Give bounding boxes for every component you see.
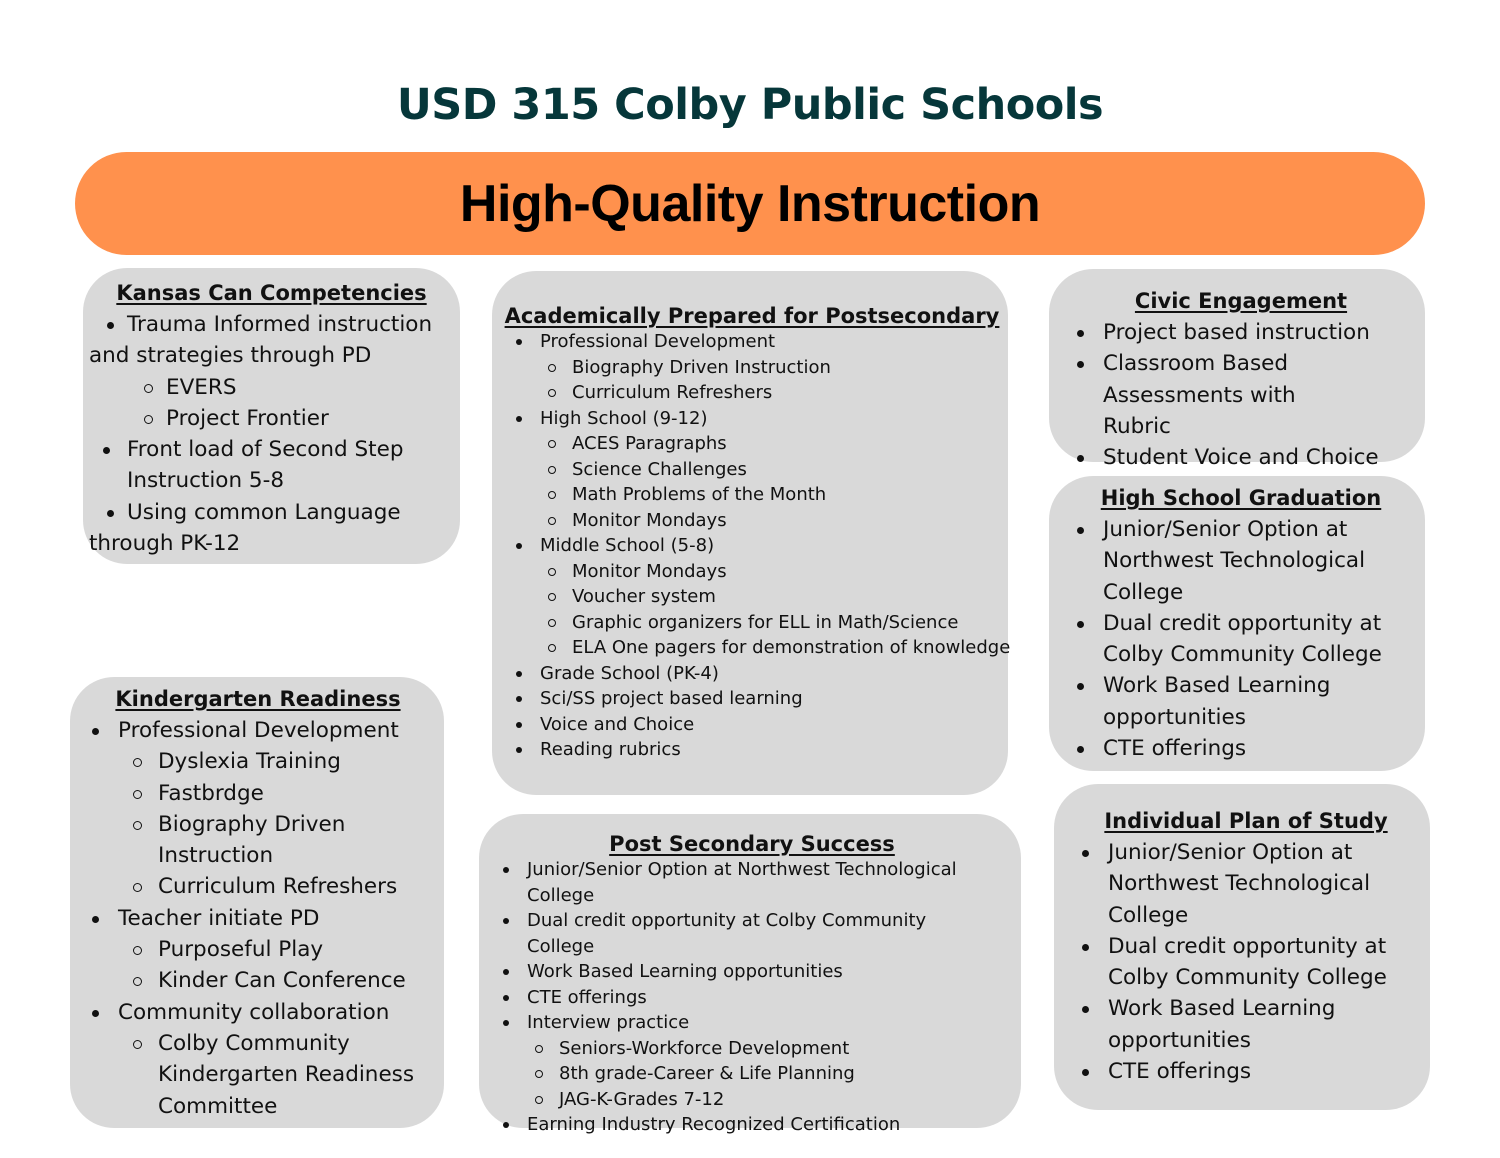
list-item: Seniors-Workforce Development bbox=[489, 1036, 1015, 1062]
list-item: Monitor Mondays bbox=[502, 508, 1002, 534]
card-title: Kindergarten Readiness bbox=[115, 687, 401, 711]
list-item: JAG-K-Grades 7-12 bbox=[489, 1087, 1015, 1113]
card-kansas-can-competencies bbox=[83, 268, 460, 564]
card-title: Academically Prepared for Postsecondary bbox=[504, 304, 1000, 328]
list-item: Dual credit opportunity at Colby Community College bbox=[489, 908, 1015, 959]
list-item: Teacher initiate PD bbox=[78, 903, 438, 934]
list-item: Junior/Senior Option at Northwest Technological College bbox=[1068, 837, 1424, 931]
list-item: Grade School (PK-4) bbox=[502, 661, 1002, 687]
list-item: Project Frontier bbox=[89, 403, 450, 434]
list-item: Work Based Learning opportunities bbox=[489, 959, 1015, 985]
list-item: 8th grade-Career & Life Planning bbox=[489, 1061, 1015, 1087]
list-item: Kinder Can Conference bbox=[78, 965, 438, 996]
bullet-list bbox=[78, 715, 438, 1122]
list-item: Colby Community Kindergarten Readiness Committee bbox=[78, 1028, 438, 1122]
list-item: EVERS bbox=[89, 372, 450, 403]
list-item: Interview practice bbox=[489, 1010, 1015, 1036]
bullet-list bbox=[489, 857, 1015, 1138]
list-item: Junior/Senior Option at Northwest Technological College bbox=[489, 857, 1015, 908]
card-title: Kansas Can Competencies bbox=[116, 281, 427, 305]
list-item: Science Challenges bbox=[502, 457, 1002, 483]
list-item: High School (9-12) bbox=[502, 406, 1002, 432]
list-item: Community collaboration bbox=[78, 997, 438, 1028]
list-item: Reading rubrics bbox=[502, 737, 1002, 763]
bullet-list bbox=[1063, 317, 1419, 473]
list-item: Dual credit opportunity at Colby Community College bbox=[1068, 931, 1424, 994]
list-item: Graphic organizers for ELL in Math/Science bbox=[502, 610, 1002, 636]
list-item: Student Voice and Choice bbox=[1063, 442, 1419, 473]
list-item: Curriculum Refreshers bbox=[78, 871, 438, 902]
card-title: Post Secondary Success bbox=[609, 832, 895, 856]
list-item: Biography Driven Instruction bbox=[502, 355, 1002, 381]
bullet-list bbox=[1063, 514, 1419, 764]
list-item: Professional Development bbox=[502, 329, 1002, 355]
bullet-list bbox=[89, 309, 450, 559]
card-kindergarten-readiness bbox=[70, 677, 444, 1128]
list-item: Professional Development bbox=[78, 715, 438, 746]
list-item: Curriculum Refreshers bbox=[502, 380, 1002, 406]
list-item: ELA One pagers for demonstration of knowledge bbox=[502, 635, 1002, 661]
card-individual-plan-of-study bbox=[1054, 784, 1430, 1110]
list-item: CTE offerings bbox=[1068, 1056, 1424, 1087]
list-item: Trauma Informed instruction and strategies through PD bbox=[89, 309, 450, 372]
list-item: Fastbrdge bbox=[78, 778, 438, 809]
list-item: Biography Driven Instruction bbox=[78, 809, 438, 872]
list-item: CTE offerings bbox=[1063, 733, 1419, 764]
list-item: Monitor Mondays bbox=[502, 559, 1002, 585]
list-item: ACES Paragraphs bbox=[502, 431, 1002, 457]
list-item: Earning Industry Recognized Certification bbox=[489, 1112, 1015, 1138]
list-item: Math Problems of the Month bbox=[502, 482, 1002, 508]
list-item: Front load of Second Step Instruction 5-8 bbox=[89, 434, 450, 497]
list-item: Purposeful Play bbox=[78, 934, 438, 965]
list-item: Project based instruction bbox=[1063, 317, 1419, 348]
bullet-list bbox=[1068, 837, 1424, 1087]
list-item: Middle School (5-8) bbox=[502, 533, 1002, 559]
list-item: Voucher system bbox=[502, 584, 1002, 610]
card-civic-engagement bbox=[1049, 269, 1425, 471]
card-title: High School Graduation bbox=[1100, 486, 1382, 510]
list-item: Work Based Learning opportunities bbox=[1063, 670, 1419, 733]
list-item: Using common Language through PK-12 bbox=[89, 497, 450, 560]
card-title: Civic Engagement bbox=[1134, 289, 1348, 313]
list-item: Junior/Senior Option at Northwest Technological College bbox=[1063, 514, 1419, 608]
card-academically-prepared bbox=[492, 271, 1011, 795]
bullet-list bbox=[502, 329, 1011, 763]
list-item: Dyslexia Training bbox=[78, 746, 438, 777]
list-item: Dual credit opportunity at Colby Community College bbox=[1063, 608, 1419, 671]
list-item: Voice and Choice bbox=[502, 712, 1002, 738]
list-item: CTE offerings bbox=[489, 985, 1015, 1011]
list-item: Work Based Learning opportunities bbox=[1068, 993, 1424, 1056]
banner-title: High-Quality Instruction bbox=[459, 174, 1041, 233]
card-high-school-graduation bbox=[1049, 476, 1425, 771]
card-post-secondary-success bbox=[479, 814, 1021, 1135]
list-item: Classroom Based Assessments with Rubric bbox=[1063, 348, 1419, 442]
page-title: USD 315 Colby Public Schools bbox=[396, 80, 1104, 130]
section-banner bbox=[75, 152, 1425, 255]
list-item: Sci/SS project based learning bbox=[502, 686, 1002, 712]
card-title: Individual Plan of Study bbox=[1104, 809, 1388, 833]
